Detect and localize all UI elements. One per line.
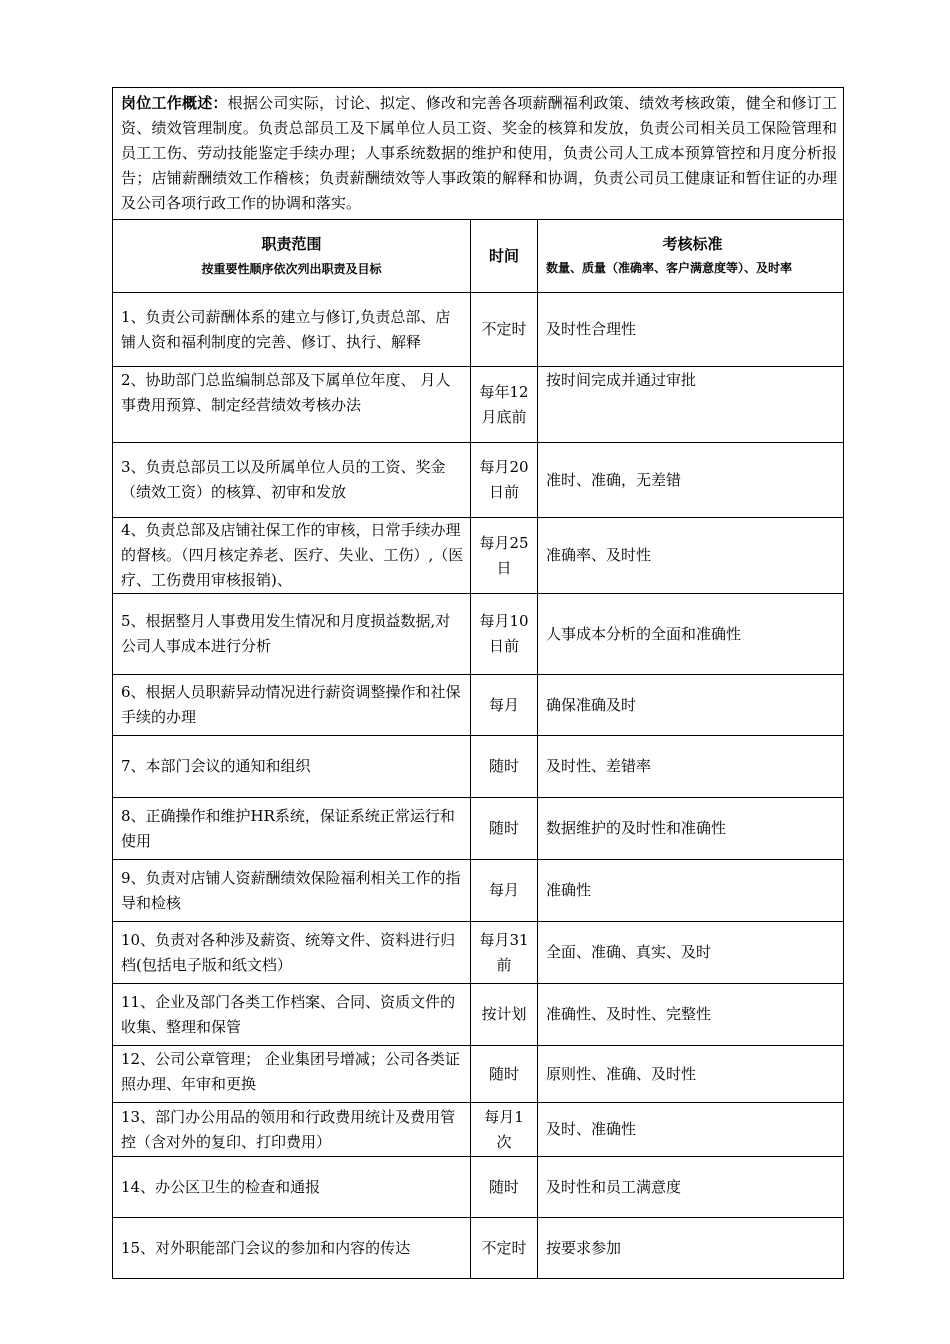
- duty-cell: 13、部门办公用品的领用和行政费用统计及费用管控（含对外的复印、打印费用）: [113, 1103, 471, 1157]
- duty-cell: 1、负责公司薪酬体系的建立与修订,负责总部、店铺人资和福利制度的完善、修订、执行、解释: [113, 293, 471, 367]
- standard-cell: 准确性、及时性、完整性: [538, 984, 844, 1046]
- table-row: [113, 293, 844, 367]
- time-cell: 每月1次: [471, 1103, 538, 1157]
- time-cell: 每月: [471, 675, 538, 736]
- table-row: [113, 443, 844, 518]
- standard-cell: 全面、准确、真实、及时: [538, 922, 844, 984]
- header-time: 时间: [471, 220, 538, 293]
- standard-cell: 数据维护的及时性和准确性: [538, 798, 844, 860]
- standard-cell: 确保准确及时: [538, 675, 844, 736]
- job-description-document: [112, 87, 843, 1279]
- time-cell: 不定时: [471, 1218, 538, 1279]
- header-standard-title: 考核标准: [662, 235, 723, 253]
- time-cell: 随时: [471, 736, 538, 798]
- standard-cell: 及时、准确性: [538, 1103, 844, 1157]
- header-scope: [113, 220, 471, 293]
- standard-cell: 准确率、及时性: [538, 518, 844, 594]
- duty-cell: 2、协助部门总监编制总部及下属单位年度、 月人事费用预算、制定经营绩效考核办法: [113, 367, 471, 443]
- duty-cell: 5、根据整月人事费用发生情况和月度损益数据,对公司人事成本进行分析: [113, 594, 471, 675]
- duty-cell: 9、负责对店铺人资薪酬绩效保险福利相关工作的指导和检核: [113, 860, 471, 922]
- table-row: [113, 1103, 844, 1157]
- standard-cell: 及时性、差错率: [538, 736, 844, 798]
- standard-cell: 人事成本分析的全面和准确性: [538, 594, 844, 675]
- header-row: [113, 220, 844, 293]
- table-row: [113, 675, 844, 736]
- duty-cell: 4、负责总部及店铺社保工作的审核，日常手续办理的督核。（四月核定养老、医疗、失业、工伤）,（医疗、工伤费用审核报销)、: [113, 518, 471, 594]
- job-summary: [113, 88, 844, 220]
- summary-row: [113, 88, 844, 220]
- table-row: [113, 518, 844, 594]
- standard-cell: 准时、准确，无差错: [538, 443, 844, 518]
- standard-cell: 及时性合理性: [538, 293, 844, 367]
- table-row: [113, 798, 844, 860]
- duty-cell: 6、根据人员职薪异动情况进行薪资调整操作和社保手续的办理: [113, 675, 471, 736]
- time-cell: 不定时: [471, 293, 538, 367]
- table-row: [113, 1046, 844, 1103]
- time-cell: 随时: [471, 1157, 538, 1218]
- table-row: [113, 984, 844, 1046]
- duty-cell: 15、对外职能部门会议的参加和内容的传达: [113, 1218, 471, 1279]
- header-scope-subtitle: 按重要性顺序依次列出职责及目标: [201, 262, 382, 276]
- time-cell: 按计划: [471, 984, 538, 1046]
- duty-cell: 3、负责总部员工以及所属单位人员的工资、奖金（绩效工资）的核算、初审和发放: [113, 443, 471, 518]
- header-standard: [538, 220, 844, 293]
- time-cell: 每年12月底前: [471, 367, 538, 443]
- header-standard-subtitle: 数量、质量（准确率、客户满意度等）、及时率: [546, 261, 793, 275]
- standard-cell: 按时间完成并通过审批: [538, 367, 844, 443]
- standard-cell: 原则性、准确、及时性: [538, 1046, 844, 1103]
- table-row: [113, 860, 844, 922]
- table-row: [113, 594, 844, 675]
- duty-cell: 8、正确操作和维护HR系统，保证系统正常运行和使用: [113, 798, 471, 860]
- duty-cell: 12、公司公章管理； 企业集团号增减；公司各类证照办理、年审和更换: [113, 1046, 471, 1103]
- summary-text: 根据公司实际，讨论、拟定、修改和完善各项薪酬福利政策、绩效考核政策，健全和修订工资、绩效管理制度。负责总部员工及下属单位人员工资、奖金的核算和发放，负责公司相关员工保险管理和员工工伤、劳动技能鉴定手续办理；人事系统数据的维护和使用，负责公司人工成本预算管控和月度分析报告；店铺薪酬绩效工作稽核；负责薪酬绩效等人事政策的解释和协调，负责公司员工健康证和暂住证的办理及公司各项行政工作的协调和落实。: [121, 94, 837, 212]
- time-cell: 每月: [471, 860, 538, 922]
- table-row: [113, 367, 844, 443]
- time-cell: 随时: [471, 798, 538, 860]
- job-description-table: [112, 87, 844, 1279]
- header-scope-title: 职责范围: [261, 235, 322, 253]
- summary-label: 岗位工作概述：: [121, 94, 228, 112]
- duty-cell: 14、办公区卫生的检查和通报: [113, 1157, 471, 1218]
- duty-cell: 10、负责对各种涉及薪资、统筹文件、资料进行归档(包括电子版和纸文档）: [113, 922, 471, 984]
- table-row: [113, 1218, 844, 1279]
- standard-cell: 及时性和员工满意度: [538, 1157, 844, 1218]
- time-cell: 每月20日前: [471, 443, 538, 518]
- time-cell: 随时: [471, 1046, 538, 1103]
- time-cell: 每月31前: [471, 922, 538, 984]
- table-row: [113, 1157, 844, 1218]
- standard-cell: 准确性: [538, 860, 844, 922]
- table-row: [113, 922, 844, 984]
- table-row: [113, 736, 844, 798]
- time-cell: 每月10日前: [471, 594, 538, 675]
- standard-cell: 按要求参加: [538, 1218, 844, 1279]
- duty-cell: 11、企业及部门各类工作档案、合同、资质文件的收集、整理和保管: [113, 984, 471, 1046]
- duty-cell: 7、本部门会议的通知和组织: [113, 736, 471, 798]
- time-cell: 每月25日: [471, 518, 538, 594]
